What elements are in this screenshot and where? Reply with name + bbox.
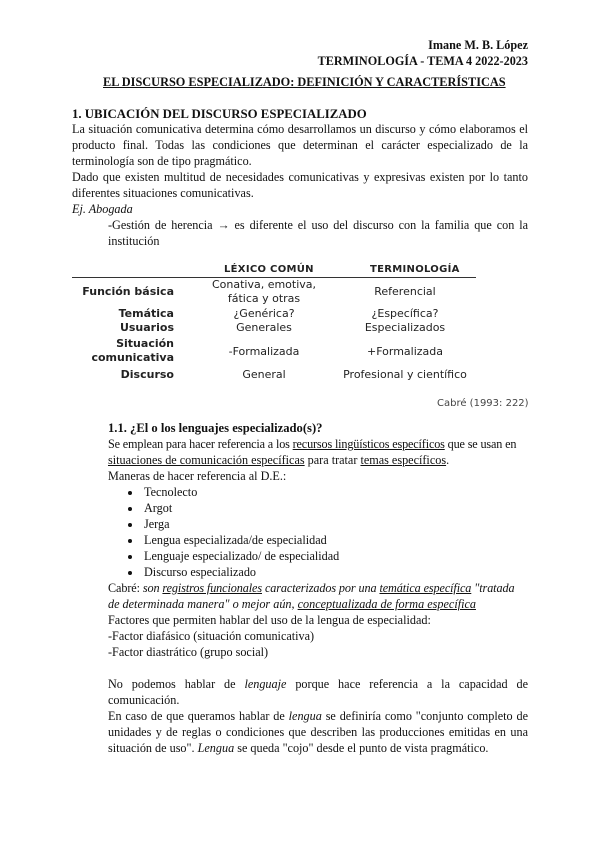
table-cell-lexico: Generales: [236, 321, 292, 334]
section-1-paragraph-line: terminología son de tipo pragmático.: [72, 154, 252, 168]
italic-term: lenguaje: [244, 677, 287, 691]
document-title: EL DISCURSO ESPECIALIZADO: DEFINICIÓN Y CARACTERÍSTICAS: [103, 75, 506, 89]
section-1-paragraph-line: diferentes situaciones comunicativas.: [72, 186, 254, 200]
underlined-term: temática específica: [379, 581, 472, 595]
text-span: se definiría como "conjunto completo de: [321, 709, 528, 723]
table-header-terminologia: TERMINOLOGÍA: [370, 264, 460, 275]
ways-list-item: Discurso especializado: [144, 565, 257, 579]
ways-list-item: Argot: [144, 501, 173, 515]
bullet-icon: [128, 507, 132, 511]
course-title: TERMINOLOGÍA - TEMA 4 2022-2023: [317, 54, 528, 68]
lenguaje-paragraph-line: [108, 677, 528, 692]
table-cell-terminologia: Profesional y científico: [343, 368, 467, 381]
lengua-paragraph-line: unidades y de reglas o condiciones que describen las producciones emitidas en una: [108, 725, 528, 739]
text-span: para tratar: [304, 453, 361, 467]
ways-intro: Maneras de hacer referencia al D.E.:: [108, 469, 287, 483]
cabre-definition-line: [108, 581, 514, 596]
text-span: de determinada manera" o mejor aún,: [108, 597, 298, 611]
underlined-term: conceptualizada de forma específica: [297, 597, 476, 611]
bullet-icon: [128, 539, 132, 543]
underlined-term: situaciones de comunicación específicas: [108, 453, 305, 467]
section-1-paragraph-line: La situación comunicativa determina cómo desarrollamos un discurso y cómo elaboramos el: [72, 122, 528, 136]
table-citation: Cabré (1993: 222): [437, 398, 529, 409]
table-cell-terminologia: Especializados: [364, 321, 446, 334]
ways-list-item: Tecnolecto: [144, 485, 198, 499]
text-span: situación de uso".: [108, 741, 198, 755]
lengua-paragraph-line: [108, 709, 528, 724]
text-span: Se emplean para hacer referencia a los: [108, 437, 293, 451]
example-line: -Gestión de herencia → es diferente el uso del discurso con la familia que con la: [108, 218, 528, 232]
text-span: caracterizados por una: [262, 581, 380, 595]
italic-term: lengua: [288, 709, 322, 723]
text-span: porque hace referencia a la capacidad de: [286, 677, 528, 691]
text-span: No podemos hablar de: [108, 677, 245, 691]
underlined-term: temas específicos: [360, 453, 447, 467]
underlined-term: registros funcionales: [162, 581, 262, 595]
table-row-label: Usuarios: [119, 321, 174, 334]
section-1-heading: 1. UBICACIÓN DEL DISCURSO ESPECIALIZADO: [72, 107, 367, 121]
table-cell-lexico: General: [242, 368, 286, 381]
text-span: "tratada: [471, 581, 515, 595]
table-row-label: Discurso: [120, 368, 174, 381]
table-cell-lexico: fática y otras: [227, 292, 301, 305]
ways-list-item: Lenguaje especializado/ de especialidad: [144, 549, 340, 563]
text-span: son: [142, 581, 163, 595]
ways-list-item: Jerga: [144, 517, 170, 531]
cabre-definition-line: [108, 597, 476, 612]
text-span: Cabré:: [108, 581, 143, 595]
table-cell-lexico: -Formalizada: [228, 345, 300, 358]
section-1-paragraph-line: Dado que existen multitud de necesidades comunicativas y expresivas existen por lo tanto: [72, 170, 528, 184]
table-cell-lexico: ¿Genérica?: [233, 307, 295, 320]
italic-term: Lengua: [197, 741, 235, 755]
example-label: Ej. Abogada: [72, 202, 133, 216]
table-cell-terminologia: Referencial: [374, 285, 436, 298]
lenguaje-paragraph-line: comunicación.: [108, 693, 180, 707]
table-row-label: comunicativa: [91, 351, 174, 364]
section-1-1-paragraph-line: [108, 453, 449, 468]
section-1-1-heading: 1.1. ¿El o los lenguajes especializado(s)?: [108, 421, 323, 435]
table-cell-lexico: Conativa, emotiva,: [211, 278, 317, 291]
table-row-label: Función básica: [82, 285, 174, 298]
section-1-1-paragraph-line: [108, 437, 528, 452]
table-cell-terminologia: +Formalizada: [366, 345, 444, 358]
text-span: se queda "cojo" desde el punto de vista pragmático.: [234, 741, 489, 755]
ways-list-item: Lengua especializada/de especialidad: [144, 533, 327, 547]
bullet-icon: [128, 523, 132, 527]
factor-item: -Factor diastrático (grupo social): [108, 645, 269, 659]
author-name: Imane M. B. López: [428, 38, 528, 52]
table-row-label: Situación: [116, 337, 174, 350]
bullet-icon: [128, 491, 132, 495]
table-row-label: Temática: [118, 307, 174, 320]
bullet-icon: [128, 571, 132, 575]
factor-item: -Factor diafásico (situación comunicativa): [108, 629, 315, 643]
factors-intro: Factores que permiten hablar del uso de la lengua de especialidad:: [108, 613, 431, 627]
text-span: .: [446, 453, 450, 467]
lengua-paragraph-line: [108, 741, 488, 756]
table-cell-terminologia: ¿Específica?: [371, 307, 439, 320]
underlined-term: recursos lingüísticos específicos: [292, 437, 445, 451]
table-header-lexico-comun: LÉXICO COMÚN: [224, 264, 314, 275]
bullet-icon: [128, 555, 132, 559]
text-span: que se usan en: [444, 437, 517, 451]
text-span: En caso de que queramos hablar de: [108, 709, 289, 723]
section-1-paragraph-line: producto final. Todas las condiciones que determinan el carácter especializado de la: [72, 138, 528, 152]
example-line: institución: [108, 234, 160, 248]
